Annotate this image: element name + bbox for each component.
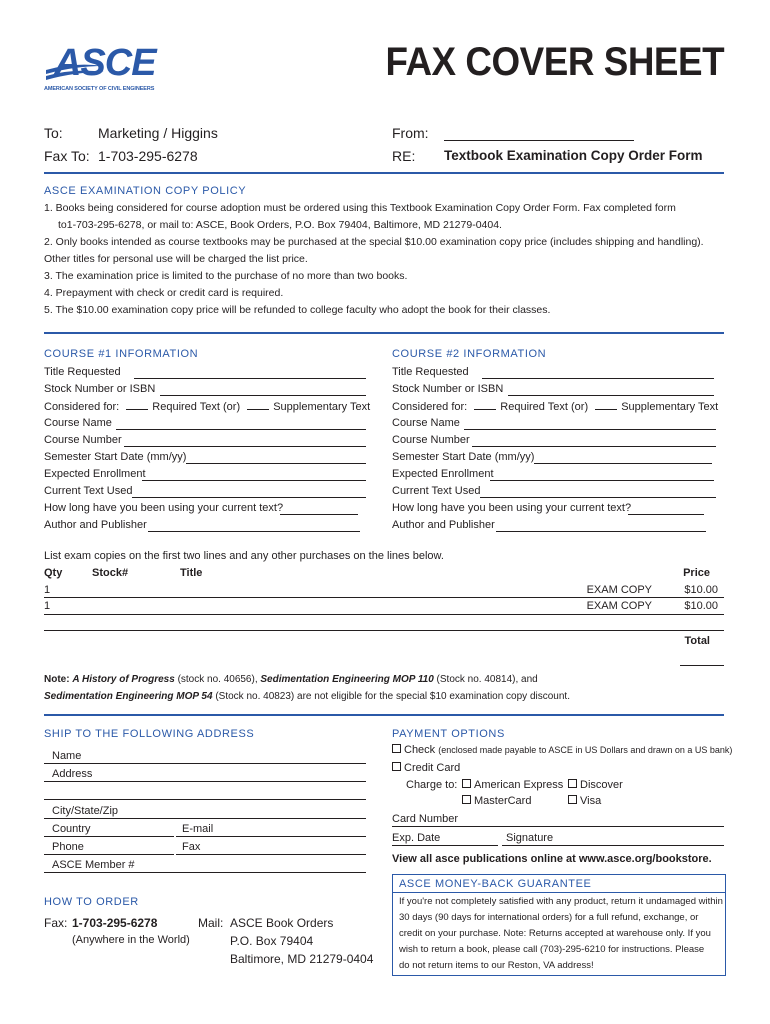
ship-form [44,744,374,874]
course1-course-name-field[interactable] [116,418,366,430]
course1-course-number-label: Course Number [44,434,122,446]
visa-option[interactable] [568,795,601,807]
course2-enrollment-field[interactable] [490,469,714,481]
order-total-label: Total [684,635,710,647]
ship-phone-field[interactable] [44,840,174,855]
mastercard-checkbox[interactable] [462,795,471,804]
order-row-price: $10.00 [684,584,718,596]
order-col-stock: Stock# [92,567,129,579]
course2-stock-label: Stock Number or ISBN [392,383,504,395]
note-book1: A History of Progress [72,674,175,685]
guarantee-line-5: do not return items to our Reston, VA address! [399,960,594,971]
course2-title-label: Title Requested [392,366,469,378]
ship-address-field[interactable] [44,767,366,782]
ship-member-field[interactable] [44,858,366,873]
ship-city-field[interactable] [44,804,366,819]
order-row-price: $10.00 [684,600,718,612]
ship-fax-field[interactable] [176,840,366,855]
course1-semester-label: Semester Start Date (mm/yy) [44,451,187,463]
credit-card-checkbox[interactable] [392,762,401,771]
logo-subtitle: AMERICAN SOCIETY OF CIVIL ENGINEERS [44,86,155,92]
amex-checkbox[interactable] [462,779,471,788]
course1-stock-field[interactable] [160,384,366,396]
course1-current-text-field[interactable] [132,486,366,498]
from-field[interactable] [444,126,634,141]
course2-considered-label: Considered for: [392,401,468,413]
ship-email-field[interactable] [176,822,366,837]
course2-heading: COURSE #2 INFORMATION [392,348,547,360]
guarantee-heading: ASCE MONEY-BACK GUARANTEE [399,878,592,890]
ship-phone-label: Phone [52,841,84,853]
course1-considered-row [44,400,370,413]
fax-to-value: 1-703-295-6278 [98,148,198,164]
view-all-link[interactable]: View all asce publications online at www.asce.org/bookstore. [392,853,712,865]
note-book2-stock: (Stock no. 40814), and [436,674,538,685]
discover-option[interactable] [568,779,623,791]
divider [44,332,724,334]
note-line-2 [44,691,570,702]
course2-required-label: Required Text (or) [500,401,589,413]
policy-line-7: 5. The $10.00 examination copy price will be refunded to college faculty who adopt the book for their classes. [44,304,551,316]
course2-supplementary-label: Supplementary Text [621,401,719,413]
course2-how-long-label: How long have you been using your current text? [392,502,632,514]
ship-email-label: E-mail [182,823,214,835]
how-to-order-heading: HOW TO ORDER [44,896,139,908]
course1-how-long-field[interactable] [280,503,358,515]
course1-stock-label: Stock Number or ISBN [44,383,156,395]
course2-course-name-label: Course Name [392,417,460,429]
exp-date-label: Exp. Date [392,832,441,844]
policy-heading: ASCE EXAMINATION COPY POLICY [44,185,247,197]
course2-considered-row [392,400,718,413]
guarantee-line-3: credit on your purchase. Note: Returns accepted at warehouse only. If you [399,928,711,939]
to-label: To: [44,125,63,141]
mastercard-label: MasterCard [474,795,532,807]
course1-course-number-field[interactable] [124,435,366,447]
course2-semester-field[interactable] [534,452,712,464]
order-fax-note: (Anywhere in the World) [72,934,190,946]
course2-stock-field[interactable] [508,384,714,396]
card-number-field[interactable] [392,812,724,827]
order-row-qty: 1 [44,584,51,596]
order-col-title: Title [180,567,203,579]
course1-author-field[interactable] [148,520,360,532]
payment-check-option[interactable] [392,744,732,756]
visa-checkbox[interactable] [568,795,577,804]
course2-how-long-field[interactable] [628,503,704,515]
ship-name-label: Name [52,750,82,762]
ship-name-field[interactable] [44,749,366,764]
order-col-qty: Qty [44,567,63,579]
amex-label: American Express [474,779,564,791]
course1-required-blank[interactable] [126,400,148,410]
order-mail-line-3: Baltimore, MD 21279-0404 [230,952,374,966]
policy-line-4: Other titles for personal use will be charged the list price. [44,253,308,265]
fax-to-label: Fax To: [44,148,90,164]
mastercard-option[interactable] [462,795,531,807]
course2-current-text-field[interactable] [480,486,716,498]
note-label: Note: [44,674,70,685]
policy-line-3: 2. Only books intended as course textbooks may be purchased at the special $10.00 examination copy price (includes shipping and handling). [44,236,704,248]
visa-label: Visa [580,795,602,807]
course1-current-text-label: Current Text Used [44,485,133,497]
to-value: Marketing / Higgins [98,125,218,141]
ship-fax-label: Fax [182,841,201,853]
payment-credit-option[interactable] [392,762,460,774]
signature-field[interactable] [502,831,724,846]
note-book3-rest: (Stock no. 40823) are not eligible for the special $10 examination copy discount. [215,691,570,702]
order-fax-label: Fax: [44,916,68,930]
note-book1-stock: (stock no. 40656), [177,674,258,685]
course2-semester-label: Semester Start Date (mm/yy) [392,451,535,463]
course1-semester-field[interactable] [186,452,366,464]
course2-title-field[interactable] [482,367,714,379]
policy-line-5: 3. The examination price is limited to the purchase of no more than two books. [44,270,408,282]
order-mail-line-2: P.O. Box 79404 [230,934,314,948]
order-mail-label: Mail: [198,916,224,930]
guarantee-box [392,874,726,976]
order-row-line [44,597,724,598]
asce-logo [44,44,164,96]
order-instructions: List exam copies on the first two lines and any other purchases on the lines below. [44,550,444,562]
divider [44,714,724,716]
policy-line-1: 1. Books being considered for course adoption must be ordered using this Textbook Examination Copy Order Form. Fax completed form [44,202,676,214]
guarantee-line-1: If you're not completely satisfied with any product, return it undamaged within [399,896,723,907]
re-label: RE: [392,148,416,164]
course2-course-number-field[interactable] [472,435,716,447]
signature-label: Signature [506,832,554,844]
course2-current-text-label: Current Text Used [392,485,481,497]
course1-section [44,348,374,538]
course1-heading: COURSE #1 INFORMATION [44,348,199,360]
ship-country-field[interactable] [44,822,174,837]
course1-author-label: Author and Publisher [44,519,147,531]
course2-section [392,348,724,538]
order-row-title: EXAM COPY [586,600,652,612]
policy-line-6: 4. Prepayment with check or credit card is required. [44,287,284,299]
order-row-qty: 1 [44,600,51,612]
policy-line-2: to1-703-295-6278, or mail to: ASCE, Book Orders, P.O. Box 79404, Baltimore, MD 21279-0404. [58,219,502,231]
order-row-title: EXAM COPY [586,584,652,596]
re-value: Textbook Examination Copy Order Form [444,148,703,163]
course1-course-name-label: Course Name [44,417,112,429]
order-fax-number: 1-703-295-6278 [72,916,158,930]
discover-label: Discover [580,779,623,791]
note-line-1 [44,674,538,685]
from-label: From: [392,125,429,141]
amex-option[interactable] [462,779,563,791]
note-book2: Sedimentation Engineering MOP 110 [260,674,434,685]
check-checkbox[interactable] [392,744,401,753]
ship-city-label: City/State/Zip [52,805,119,817]
discover-checkbox[interactable] [568,779,577,788]
course1-enrollment-label: Expected Enrollment [44,468,146,480]
course2-course-number-label: Course Number [392,434,470,446]
note-book3: Sedimentation Engineering MOP 54 [44,691,213,702]
course1-supplementary-blank[interactable] [247,400,269,410]
ship-address-line2[interactable] [44,785,366,800]
course2-author-field[interactable] [496,520,706,532]
credit-card-label: Credit Card [404,762,461,774]
course2-author-label: Author and Publisher [392,519,495,531]
card-number-label: Card Number [392,813,459,825]
guarantee-line-2: 30 days (90 days for international orders) for a full refund, exchange, or [399,912,699,923]
course2-enrollment-label: Expected Enrollment [392,468,494,480]
check-label: Check [404,744,436,756]
check-note: (enclosed made payable to ASCE in US Dollars and drawn on a US bank) [438,745,733,755]
course1-title-label: Title Requested [44,366,121,378]
ship-heading: SHIP TO THE FOLLOWING ADDRESS [44,728,255,740]
order-total-field[interactable] [680,654,724,666]
ship-address-label: Address [52,768,93,780]
ship-country-label: Country [52,823,91,835]
order-mail-line-1: ASCE Book Orders [230,916,334,930]
guarantee-line-4: wish to return a book, please call (703)-295-6210 for instructions. Please [399,944,705,955]
course2-supplementary-blank[interactable] [595,400,617,410]
course2-required-blank[interactable] [474,400,496,410]
course2-course-name-field[interactable] [464,418,716,430]
course1-how-long-label: How long have you been using your current text? [44,502,284,514]
logo-wordmark: ASCE [54,42,156,84]
ship-member-label: ASCE Member # [52,859,135,871]
divider [44,172,724,174]
course1-title-field[interactable] [134,367,366,379]
exp-date-field[interactable] [392,831,498,846]
course1-considered-label: Considered for: [44,401,120,413]
guarantee-divider [393,892,725,893]
course1-required-label: Required Text (or) [152,401,241,413]
page-title: FAX COVER SHEET [385,40,724,84]
charge-to-label: Charge to: [406,779,458,791]
order-row-line [44,614,724,615]
payment-heading: PAYMENT OPTIONS [392,728,505,740]
course1-supplementary-label: Supplementary Text [273,401,371,413]
order-extra-line[interactable] [44,620,724,631]
order-col-price: Price [683,567,710,579]
course1-enrollment-field[interactable] [142,469,366,481]
